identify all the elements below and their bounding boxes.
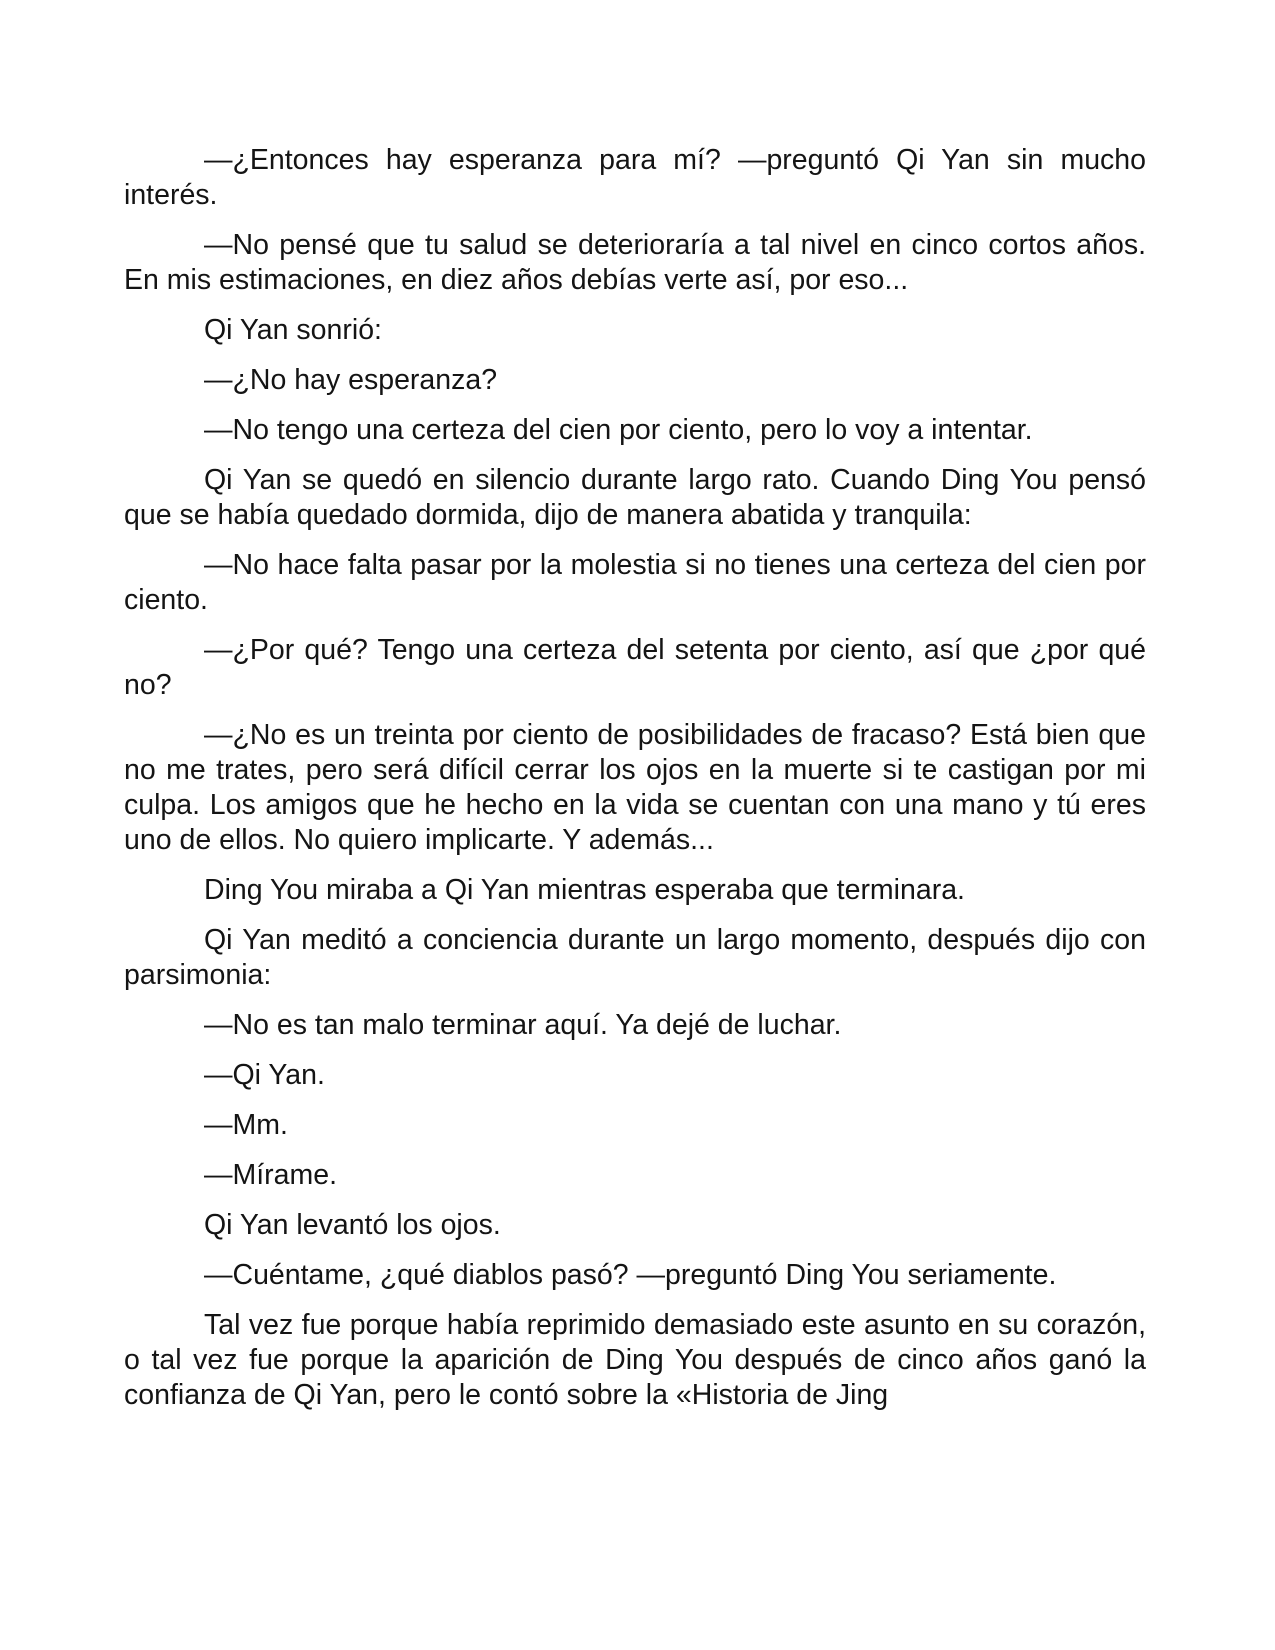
paragraph: Qi Yan sonrió: bbox=[204, 314, 382, 346]
paragraph: —No es tan malo terminar aquí. Ya dejé de luchar. bbox=[204, 1009, 842, 1041]
paragraph: —Mm. bbox=[204, 1109, 288, 1141]
paragraph: —¿Por qué? Tengo una certeza del setenta por ciento, así que ¿por qué no? bbox=[124, 634, 1146, 701]
paragraph: —No hace falta pasar por la molestia si no tienes una certeza del cien por ciento. bbox=[124, 549, 1146, 616]
paragraph: Qi Yan se quedó en silencio durante largo rato. Cuando Ding You pensó que se había quedado dormida, dijo de manera abatida y tranquila: bbox=[124, 464, 1146, 531]
paragraph: Tal vez fue porque había reprimido demasiado este asunto en su corazón, o tal vez fue porque la aparición de Ding You después de cinco años ganó la confianza de Qi Yan, pero le contó sobre la «Historia de Jing bbox=[124, 1309, 1146, 1411]
paragraph: —Cuéntame, ¿qué diablos pasó? —preguntó Ding You seriamente. bbox=[204, 1259, 1057, 1291]
paragraph: Ding You miraba a Qi Yan mientras esperaba que terminara. bbox=[204, 874, 965, 906]
body-text bbox=[124, 143, 1146, 1428]
paragraph: —No pensé que tu salud se deterioraría a tal nivel en cinco cortos años. En mis estimaciones, en diez años debías verte así, por eso... bbox=[124, 229, 1146, 296]
paragraph: Qi Yan levantó los ojos. bbox=[204, 1209, 501, 1241]
paragraph: —Qi Yan. bbox=[204, 1059, 325, 1091]
paragraph: —¿Entonces hay esperanza para mí? —preguntó Qi Yan sin mucho interés. bbox=[124, 144, 1146, 211]
paragraph: Qi Yan meditó a conciencia durante un largo momento, después dijo con parsimonia: bbox=[124, 924, 1146, 991]
paragraph: —No tengo una certeza del cien por ciento, pero lo voy a intentar. bbox=[204, 414, 1033, 446]
paragraph: —Mírame. bbox=[204, 1159, 338, 1191]
paragraph: —¿No es un treinta por ciento de posibilidades de fracaso? Está bien que no me trates, pero será difícil cerrar los ojos en la muerte si te castigan por mi culpa. Los amigos que he hecho en la vida se cuentan con una mano y tú eres uno de ellos. No quiero implicarte. Y además... bbox=[124, 719, 1146, 856]
paragraph: —¿No hay esperanza? bbox=[204, 364, 498, 396]
